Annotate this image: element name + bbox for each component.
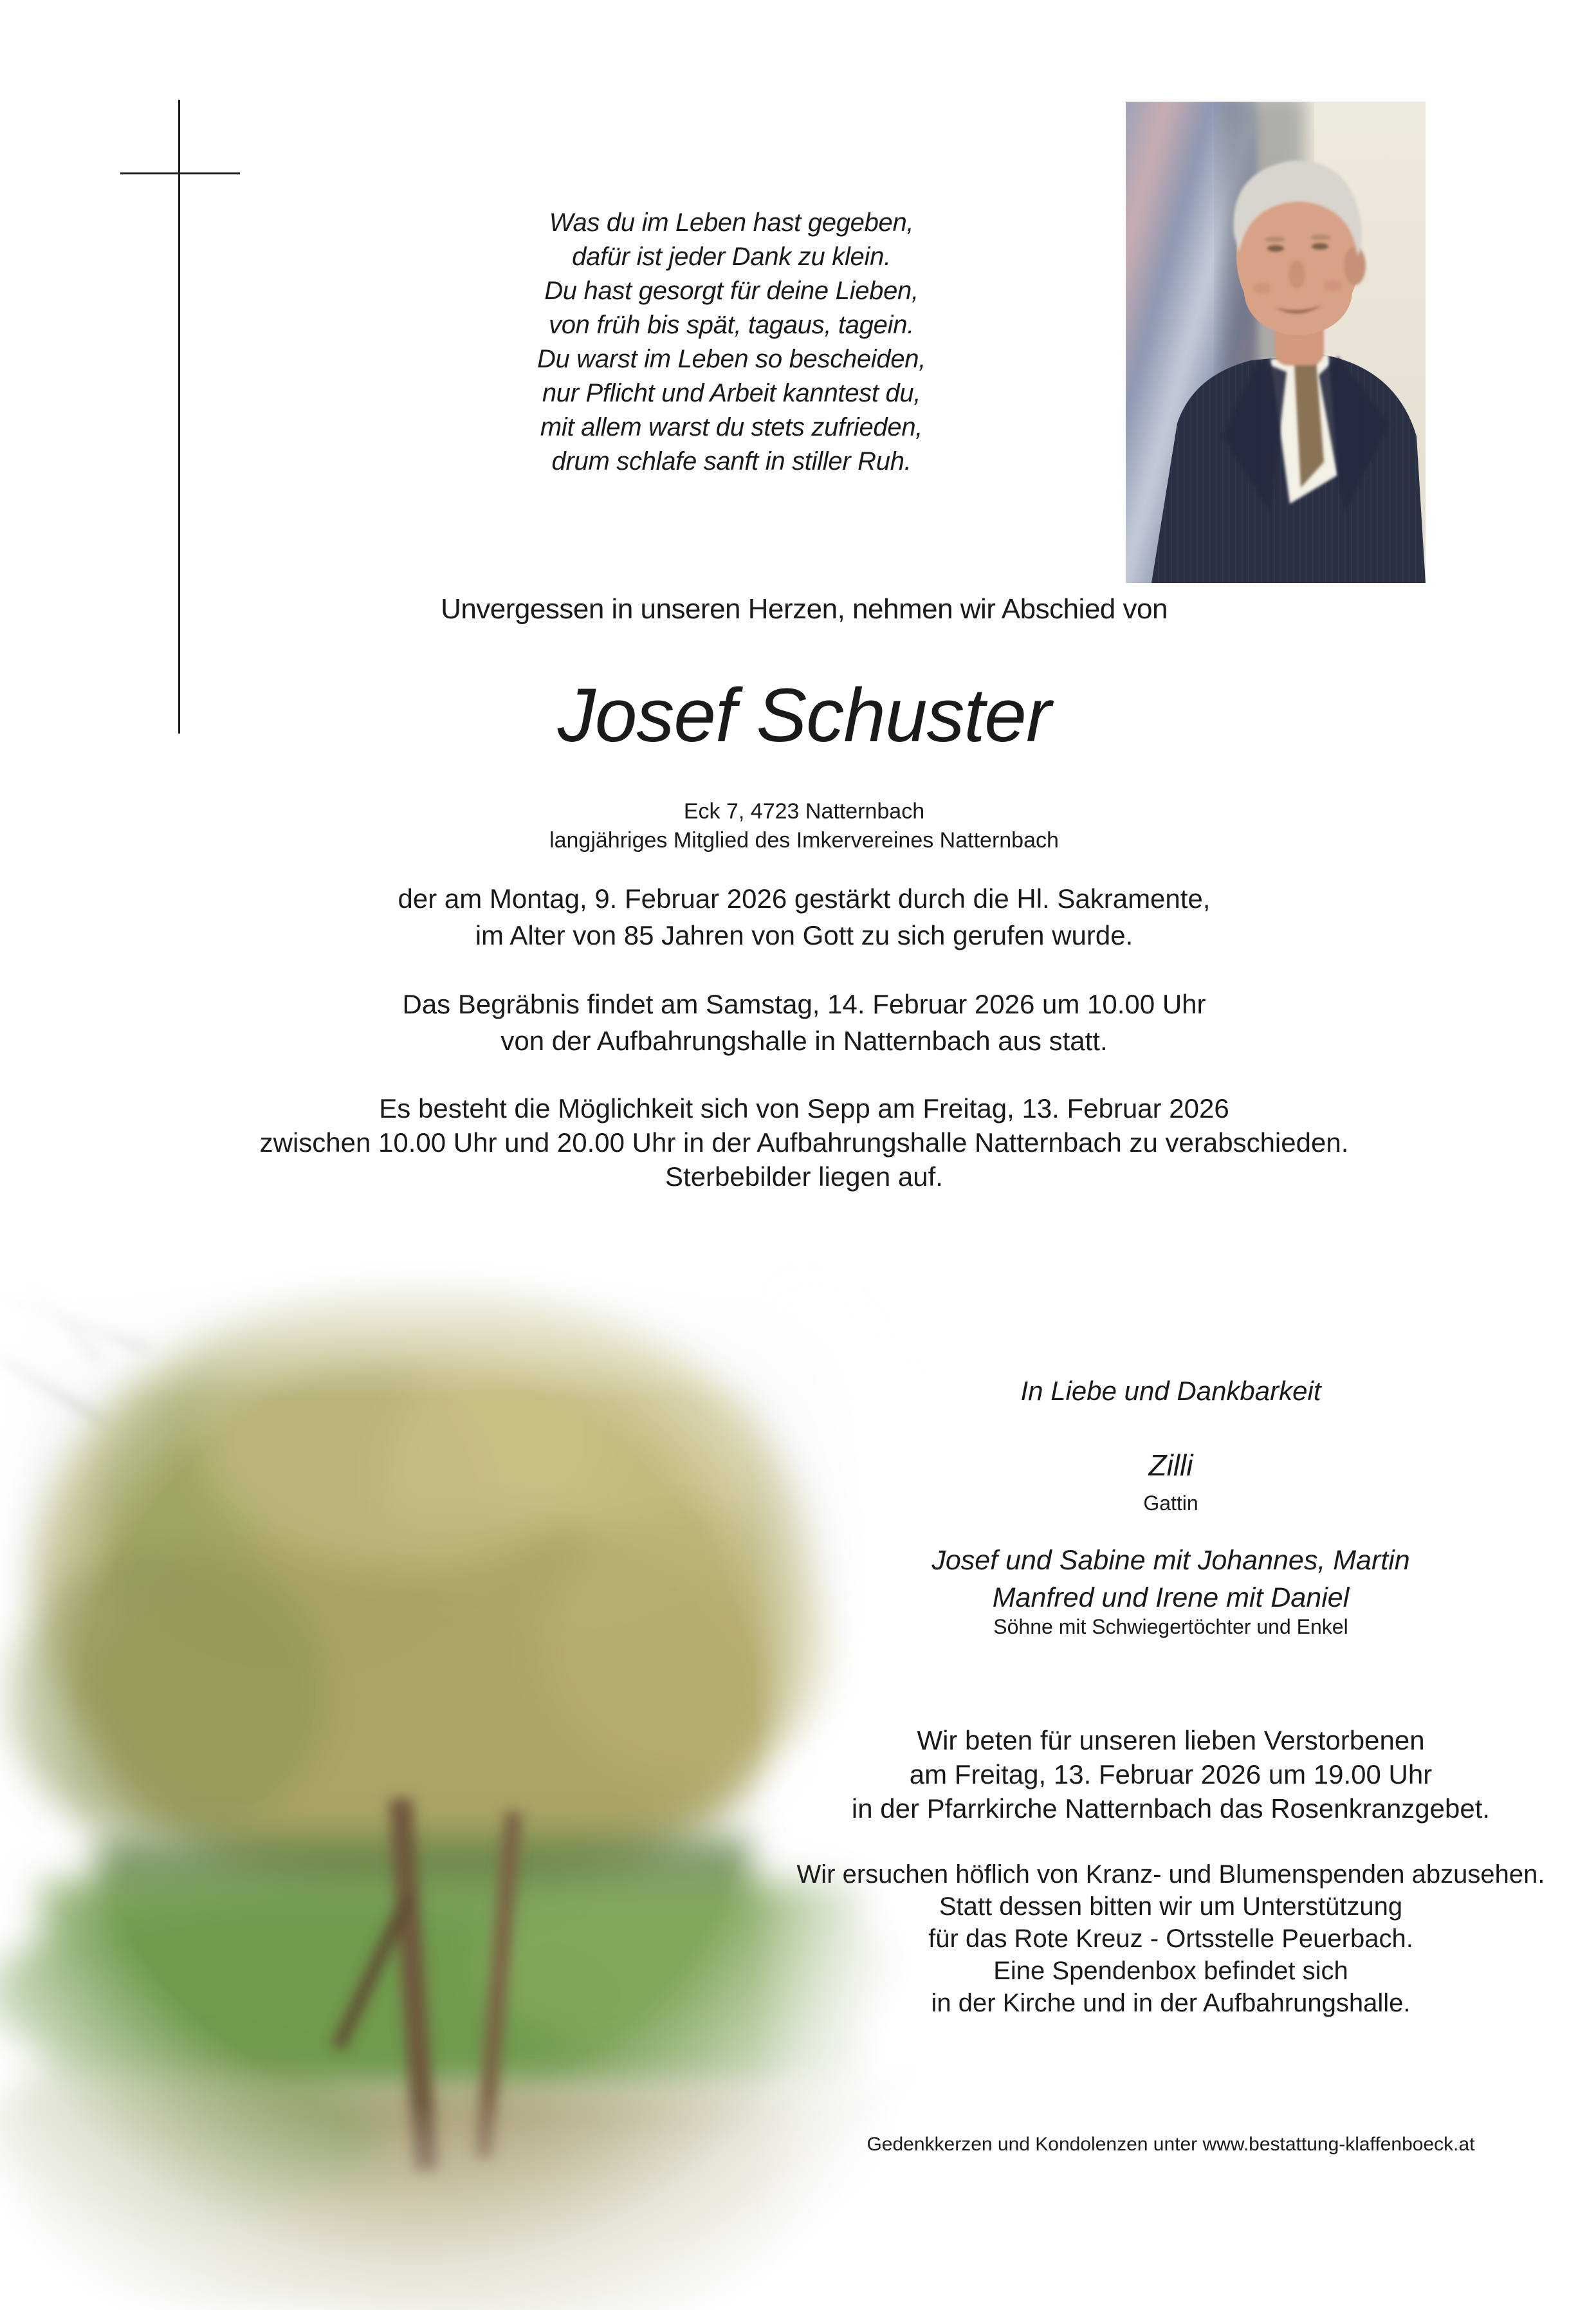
- deceased-membership: langjähriges Mitglied des Imkervereines Natternbach: [549, 828, 1059, 853]
- gratitude-heading: In Liebe und Dankbarkeit: [1020, 1376, 1321, 1406]
- funeral-line: Das Begräbnis findet am Samstag, 14. Februar 2026 um 10.00 Uhr: [402, 989, 1206, 1019]
- rosary-line: in der Pfarrkirche Natternbach das Rosenkranzgebet.: [851, 1793, 1491, 1824]
- funeral-line: von der Aufbahrungshalle in Natternbach aus statt.: [500, 1026, 1108, 1056]
- poem-line: dafür ist jeder Dank zu klein.: [572, 243, 891, 271]
- sons-relation: Söhne mit Schwiegertöchter und Enkel: [993, 1615, 1348, 1638]
- death-paragraph: [187, 880, 1422, 954]
- cross-horizontal-bar: [120, 172, 240, 174]
- donation-line: Eine Spendenbox befindet sich: [993, 1957, 1348, 1985]
- wife-relation: Gattin: [1143, 1492, 1198, 1515]
- rosary-line: Wir beten für unseren lieben Verstorbenen: [917, 1725, 1425, 1755]
- poem-line: Du warst im Leben so bescheiden,: [537, 345, 926, 373]
- donation-line: Wir ersuchen höflich von Kranz- und Blumenspenden abzusehen.: [796, 1860, 1545, 1889]
- rosary-line: am Freitag, 13. Februar 2026 um 19.00 Uhr: [909, 1759, 1433, 1789]
- photo-ear: [1344, 246, 1366, 285]
- poem-line: mit allem warst du stets zufrieden,: [540, 413, 923, 441]
- poem: [345, 206, 1117, 479]
- donation-line: in der Kirche und in der Aufbahrungshalle.: [931, 1989, 1411, 2017]
- poem-line: drum schlafe sanft in stiller Ruh.: [551, 447, 912, 476]
- rosary-paragraph: [720, 1723, 1596, 1825]
- poem-line: Du hast gesorgt für deine Lieben,: [544, 277, 919, 305]
- farewell-line: Sterbebilder liegen auf.: [665, 1161, 943, 1192]
- death-line: im Alter von 85 Jahren von Gott zu sich gerufen wurde.: [475, 920, 1133, 950]
- funeral-paragraph: [187, 986, 1422, 1059]
- donation-paragraph: [720, 1858, 1596, 2019]
- farewell-line: Es besteht die Möglichkeit sich von Sepp am Freitag, 13. Februar 2026: [379, 1093, 1229, 1123]
- wife-name: Zilli: [1148, 1448, 1193, 1482]
- donation-line: für das Rote Kreuz - Ortsstelle Peuerbach.: [928, 1925, 1413, 1953]
- poem-line: Was du im Leben hast gegeben,: [549, 208, 914, 237]
- sons-line: Josef und Sabine mit Johannes, Martin: [931, 1545, 1410, 1576]
- sons-names: [720, 1542, 1596, 1616]
- donation-line: Statt dessen bitten wir um Unterstützung: [939, 1892, 1403, 1921]
- farewell-line: zwischen 10.00 Uhr und 20.00 Uhr in der Aufbahrungshalle Natternbach zu verabschieden.: [259, 1127, 1349, 1158]
- portrait-photo-graphic: [1126, 102, 1426, 583]
- deceased-address: Eck 7, 4723 Natternbach: [683, 799, 925, 824]
- farewell-intro: Unvergessen in unseren Herzen, nehmen wir Abschied von: [441, 593, 1168, 625]
- deceased-name: Josef Schuster: [557, 673, 1051, 758]
- sons-line: Manfred und Irene mit Daniel: [992, 1582, 1350, 1613]
- portrait-photo: [1126, 102, 1426, 583]
- condolence-website-note: Gedenkkerzen und Kondolenzen unter www.bestattung-klaffenboeck.at: [867, 2134, 1475, 2155]
- farewell-paragraph: [154, 1091, 1454, 1194]
- poem-line: nur Pflicht und Arbeit kanntest du,: [542, 379, 921, 407]
- cross-vertical-bar: [178, 100, 180, 734]
- poem-line: von früh bis spät, tagaus, tagein.: [549, 311, 914, 339]
- death-line: der am Montag, 9. Februar 2026 gestärkt durch die Hl. Sakramente,: [398, 883, 1211, 914]
